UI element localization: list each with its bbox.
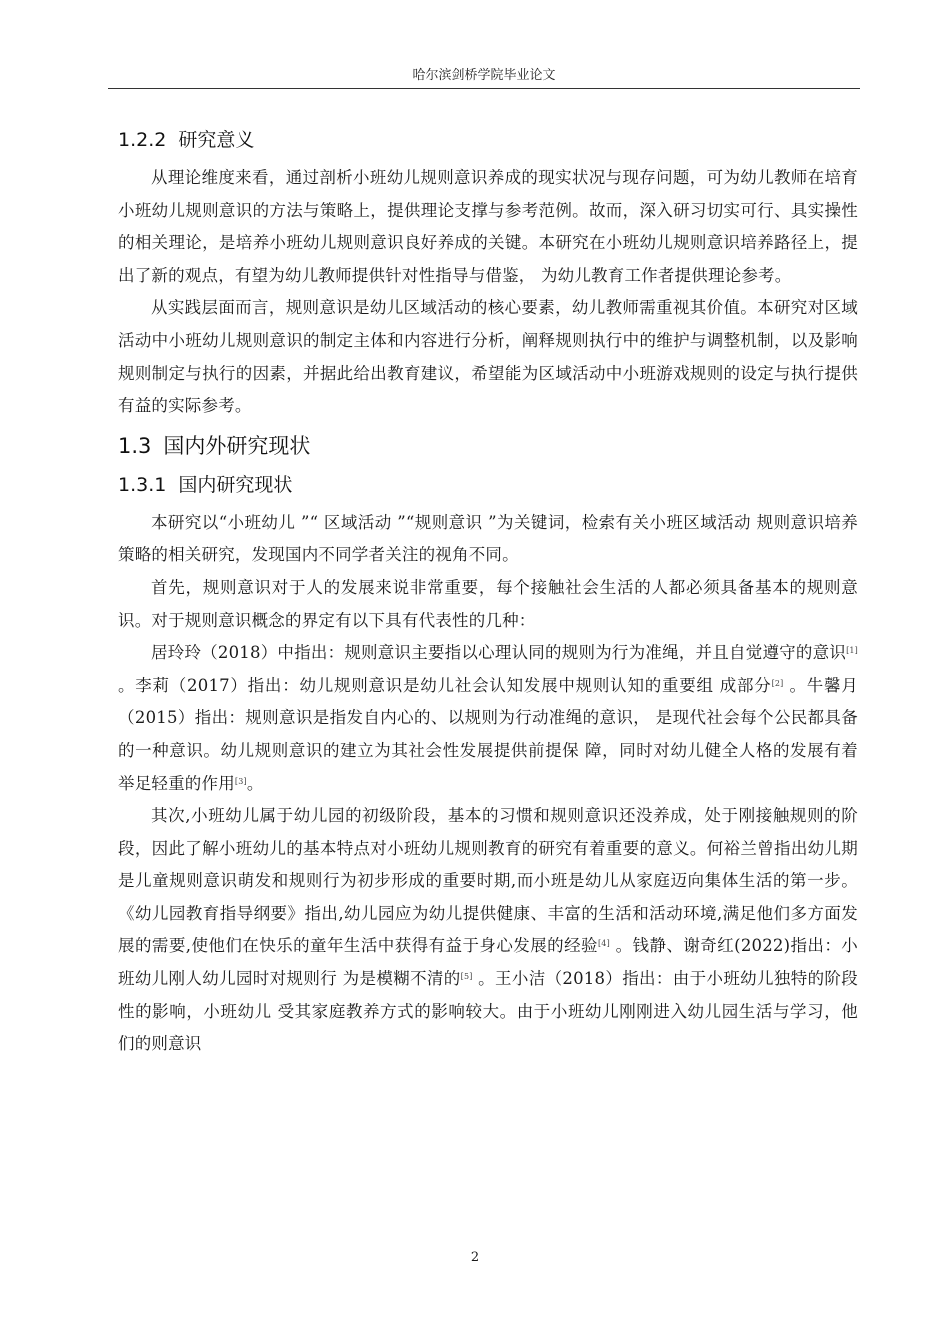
citation-4: [4]: [597, 939, 610, 949]
heading-title: 国内外研究现状: [163, 433, 311, 458]
heading-number: 1.3.1: [118, 473, 167, 496]
citation-3: [3]: [234, 776, 247, 786]
text-run: 。牛馨月（2015）指出：规则意识是指发自内心的、以规则为行动准绳的意识， 是现代社会每个公民都具备的一种意识。幼儿规则意识的建立为其社会性发展提供前提保 障，同时对幼儿健全人格的发展有着举足轻重的作用: [118, 675, 858, 793]
heading-1-2-2: [118, 126, 858, 154]
text-run: 。钱静、谢奇红(2022)指出：小班幼儿刚人幼儿园时对规则行 为是模糊不清的: [118, 936, 859, 989]
citation-2: [2]: [771, 678, 784, 688]
heading-number: 1.3: [118, 433, 152, 458]
paragraph-definitions: [118, 637, 858, 800]
text-run: 。李莉（2017）指出：幼儿规则意识是幼儿社会认知发展中规则认知的重要组 成部分: [118, 675, 772, 695]
page-number: 2: [470, 1250, 480, 1265]
running-header: 哈尔滨剑桥学院毕业论文: [412, 68, 556, 83]
paragraph-second: [118, 800, 858, 1061]
text-run: 其次,小班幼儿属于幼儿园的初级阶段，基本的习惯和规则意识还没养成，处于刚接触规则的阶段，因此了解小班幼儿的基本特点对小班幼儿规则教育的研究有着重要的意义。何裕兰曾指出幼儿期是儿童规则意识萌发和规则行为初步形成的重要时期,而小班是幼儿从家庭迈向集体生活的第一步。《幼儿园教育指导纲要》指出,幼儿园应为幼儿提供健康、丰富的生活和活动环境,满足他们多方面发展的需要,使他们在快乐的童年生活中获得有益于身心发展的经验: [118, 806, 858, 956]
text-run: 。: [246, 773, 264, 793]
citation-5: [5]: [460, 972, 473, 982]
heading-number: 1.2.2: [118, 129, 167, 151]
text-run: 居玲玲（2018）中指出：规则意识主要指以心理认同的规则为行为准绳，并且自觉遵守的意识: [151, 643, 847, 663]
paragraph-theory: 从理论维度来看，通过剖析小班幼儿规则意识养成的现实状况与现存问题，可为幼儿教师在培育小班幼儿规则意识的方法与策略上，提供理论支撑与参考范例。故而，深入研习切实可行、具实操性的相关理论，是培养小班幼儿规则意识良好养成的关键。本研究在小班幼儿规则意识培养路径上，提出了新的观点，有望为幼儿教师提供针对性指导与借鉴， 为幼儿教育工作者提供理论参考。: [118, 168, 858, 285]
citation-1: [1]: [846, 646, 858, 656]
heading-1-3: [118, 431, 858, 461]
heading-1-3-1: [118, 471, 858, 499]
header-rule: [108, 88, 860, 89]
heading-title: 研究意义: [178, 129, 255, 151]
page-body: [118, 120, 858, 1061]
heading-title: 国内研究现状: [178, 473, 293, 496]
paragraph-keywords: 本研究以“小班幼儿 ”“ 区域活动 ”“规则意识 ”为关键词，检索有关小班区域活动 规则意识培养策略的相关研究，发现国内不同学者关注的视角不同。: [118, 512, 858, 565]
paragraph-first: 首先，规则意识对于人的发展来说非常重要，每个接触社会生活的人都必须具备基本的规则意识。对于规则意识概念的界定有以下具有代表性的几种：: [118, 577, 858, 630]
text-run: 。王小洁（2018）指出：由于小班幼儿独特的阶段性的影响，小班幼儿 受其家庭教养方式的影响较大。由于小班幼儿刚刚进入幼儿园生活与学习，他们的则意识: [118, 969, 858, 1054]
paragraph-practice: 从实践层面而言，规则意识是幼儿区域活动的核心要素，幼儿教师需重视其价值。本研究对区域活动中小班幼儿规则意识的制定主体和内容进行分析，阐释规则执行中的维护与调整机制，以及影响规则制定与执行的因素，并据此给出教育建议，希望能为区域活动中小班游戏规则的设定与执行提供有益的实际参考。: [118, 298, 858, 416]
